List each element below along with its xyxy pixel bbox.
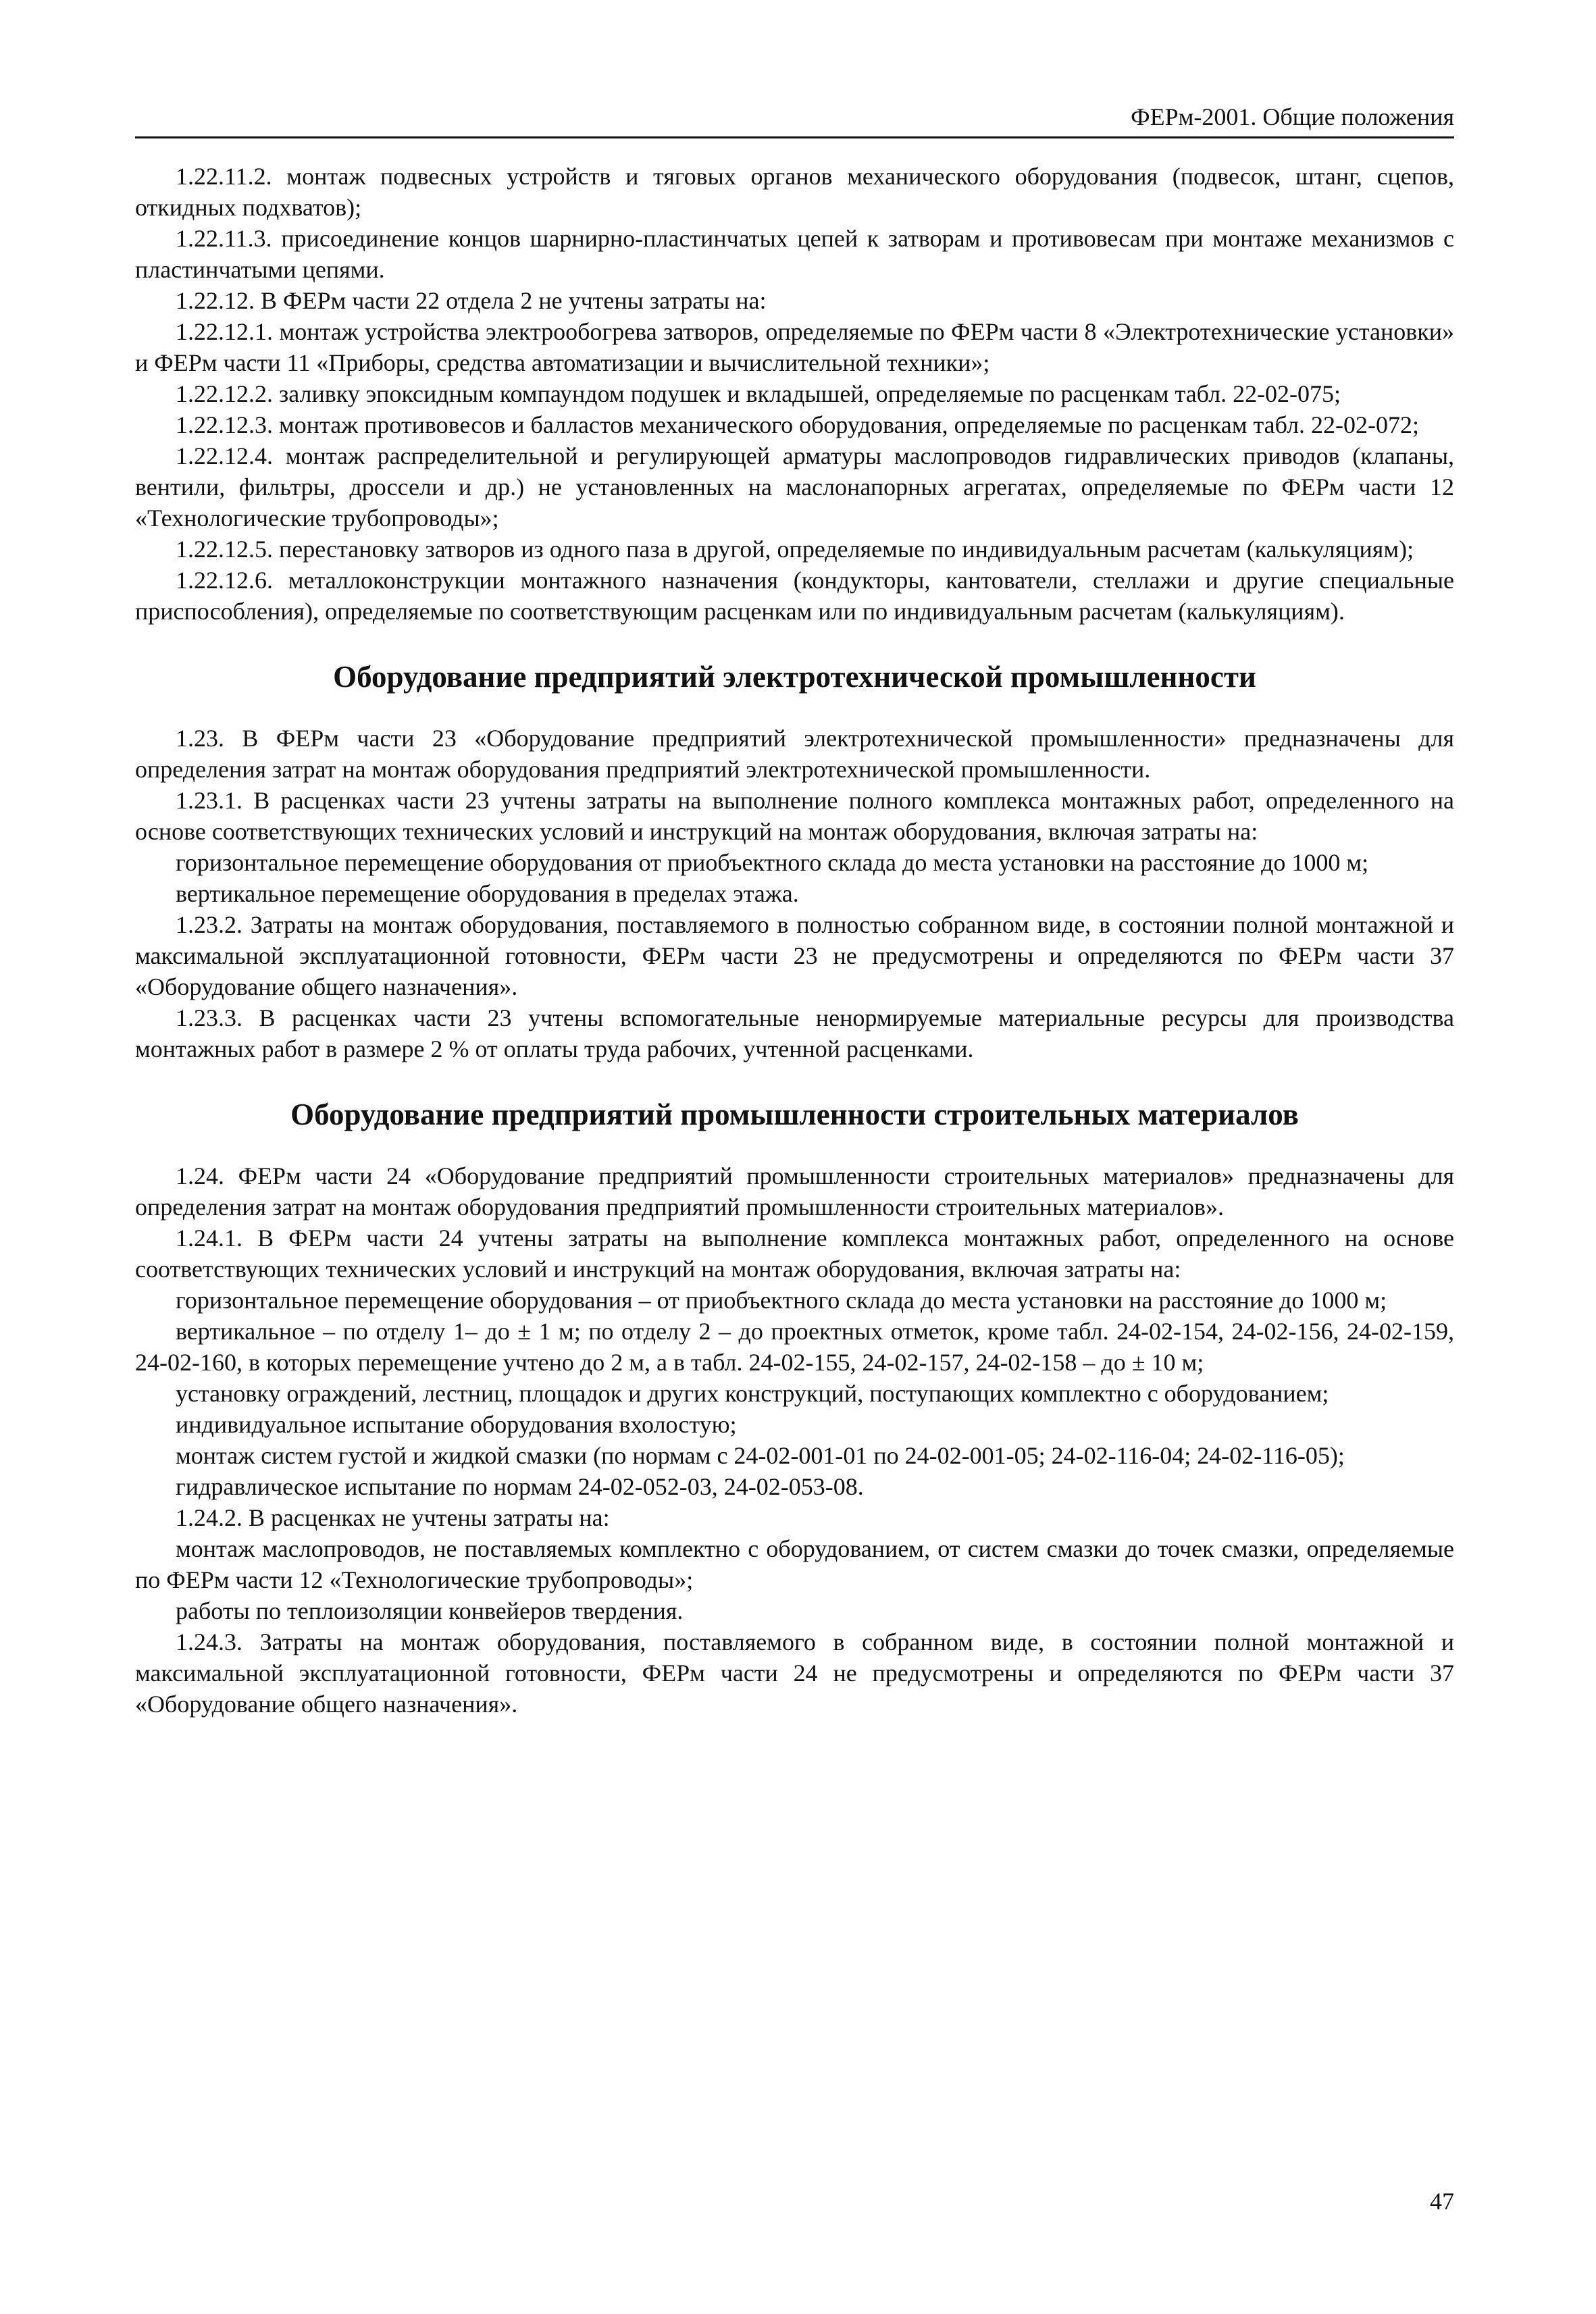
paragraph: гидравлическое испытание по нормам 24-02-052-03, 24-02-053-08.	[176, 1473, 864, 1500]
paragraph: 1.23.1. В расценках части 23 учтены затраты на выполнение полного комплекса монтажных работ, определенного на основе соответствующих технических условий и инструкций на монтаж оборудования, включая затраты на:	[135, 787, 1454, 845]
section-building-materials	[135, 1160, 1454, 1720]
paragraph: 1.24.2. В расценках не учтены затраты на:	[176, 1504, 610, 1531]
paragraph: 1.22.12. В ФЕРм части 22 отдела 2 не учтены затраты на:	[176, 287, 767, 314]
paragraph: 1.22.12.5. перестановку затворов из одного паза в другой, определяемые по индивидуальным расчетам (калькуляциям);	[176, 536, 1414, 563]
paragraph: 1.23. В ФЕРм части 23 «Оборудование предприятий электротехнической промышленности» предназначены для определения затрат на монтаж оборудования предприятий электротехнической промышленности.	[135, 725, 1454, 783]
paragraph: 1.22.12.6. металлоконструкции монтажного назначения (кондукторы, кантователи, стеллажи и другие специальные приспособления), определяемые по соответствующим расценкам или по индивидуальным расчетам (калькуляциям).	[135, 567, 1454, 625]
paragraph: 1.22.11.3. присоединение концов шарнирно-пластинчатых цепей к затворам и противовесам при монтаже механизмов с пластинчатыми цепями.	[135, 225, 1454, 283]
section-heading-building-materials: Оборудование предприятий промышленности строительных материалов	[290, 1098, 1299, 1131]
paragraph: 1.22.12.3. монтаж противовесов и балластов механического оборудования, определяемые по расценкам табл. 22-02-072;	[176, 411, 1420, 438]
paragraph: 1.22.12.1. монтаж устройства электрообогрева затворов, определяемые по ФЕРм части 8 «Электротехнические установки» и ФЕРм части 11 «Приборы, средства автоматизации и вычислительной техники»;	[135, 318, 1454, 376]
page-content	[135, 161, 1454, 1720]
section-continuation	[135, 161, 1454, 627]
paragraph: 1.22.11.2. монтаж подвесных устройств и тяговых органов механического оборудования (подвесок, штанг, сцепов, откидных подхватов);	[135, 163, 1454, 221]
paragraph: вертикальное – по отделу 1– до ± 1 м; по отделу 2 – до проектных отметок, кроме табл. 24-02-154, 24-02-156, 24-02-159, 24-02-160, в которых перемещение учтено до 2 м, а в табл. 24-02-155, 24-02-157, 24-02-158 – до ± 10 м;	[135, 1318, 1454, 1376]
paragraph: установку ограждений, лестниц, площадок и других конструкций, поступающих комплектно с оборудованием;	[176, 1380, 1329, 1407]
paragraph: 1.23.3. В расценках части 23 учтены вспомогательные ненормируемые материальные ресурсы для производства монтажных работ в размере 2 % от оплаты труда рабочих, учтенной расценками.	[135, 1004, 1454, 1062]
paragraph: 1.22.12.2. заливку эпоксидным компаундом подушек и вкладышей, определяемые по расценкам табл. 22-02-075;	[176, 380, 1341, 407]
paragraph: горизонтальное перемещение оборудования – от приобъектного склада до места установки на расстояние до 1000 м;	[176, 1287, 1387, 1314]
section-electrotechnical	[135, 723, 1454, 1064]
paragraph: горизонтальное перемещение оборудования от приобъектного склада до места установки на расстояние до 1000 м;	[176, 849, 1369, 876]
paragraph: 1.23.2. Затраты на монтаж оборудования, поставляемого в полностью собранном виде, в состоянии полной монтажной и максимальной эксплуатационной готовности, ФЕРм части 23 не предусмотрены и определяются по ФЕРм части 37 «Оборудование общего назначения».	[135, 911, 1454, 1000]
paragraph: работы по теплоизоляции конвейеров твердения.	[176, 1597, 684, 1624]
paragraph: 1.24.3. Затраты на монтаж оборудования, поставляемого в собранном виде, в состоянии полной монтажной и максимальной эксплуатационной готовности, ФЕРм части 24 не предусмотрены и определяются по ФЕРм части 37 «Оборудование общего назначения».	[135, 1628, 1454, 1718]
section-heading-electrotechnical: Оборудование предприятий электротехнической промышленности	[333, 660, 1256, 694]
paragraph: 1.22.12.4. монтаж распределительной и регулирующей арматуры маслопроводов гидравлических приводов (клапаны, вентили, фильтры, дроссели и др.) не установленных на маслонапорных агрегатах, определяемые по ФЕРм части 12 «Технологические трубопроводы»;	[135, 442, 1454, 532]
paragraph: монтаж маслопроводов, не поставляемых комплектно с оборудованием, от систем смазки до точек смазки, определяемые по ФЕРм части 12 «Технологические трубопроводы»;	[135, 1535, 1454, 1593]
paragraph: индивидуальное испытание оборудования вхолостую;	[176, 1411, 737, 1438]
running-header: ФЕРм-2001. Общие положения	[135, 101, 1454, 138]
paragraph: монтаж систем густой и жидкой смазки (по нормам с 24-02-001-01 по 24-02-001-05; 24-02-116-04; 24-02-116-05);	[176, 1442, 1345, 1469]
paragraph: 1.24. ФЕРм части 24 «Оборудование предприятий промышленности строительных материалов» предназначены для определения затрат на монтаж оборудования предприятий промышленности строительных материалов».	[135, 1162, 1454, 1220]
paragraph: 1.24.1. В ФЕРм части 24 учтены затраты на выполнение комплекса монтажных работ, определенного на основе соответствующих технических условий и инструкций на монтаж оборудования, включая затраты на:	[135, 1225, 1454, 1283]
paragraph: вертикальное перемещение оборудования в пределах этажа.	[176, 880, 799, 907]
page-number: 47	[1430, 2188, 1454, 2215]
